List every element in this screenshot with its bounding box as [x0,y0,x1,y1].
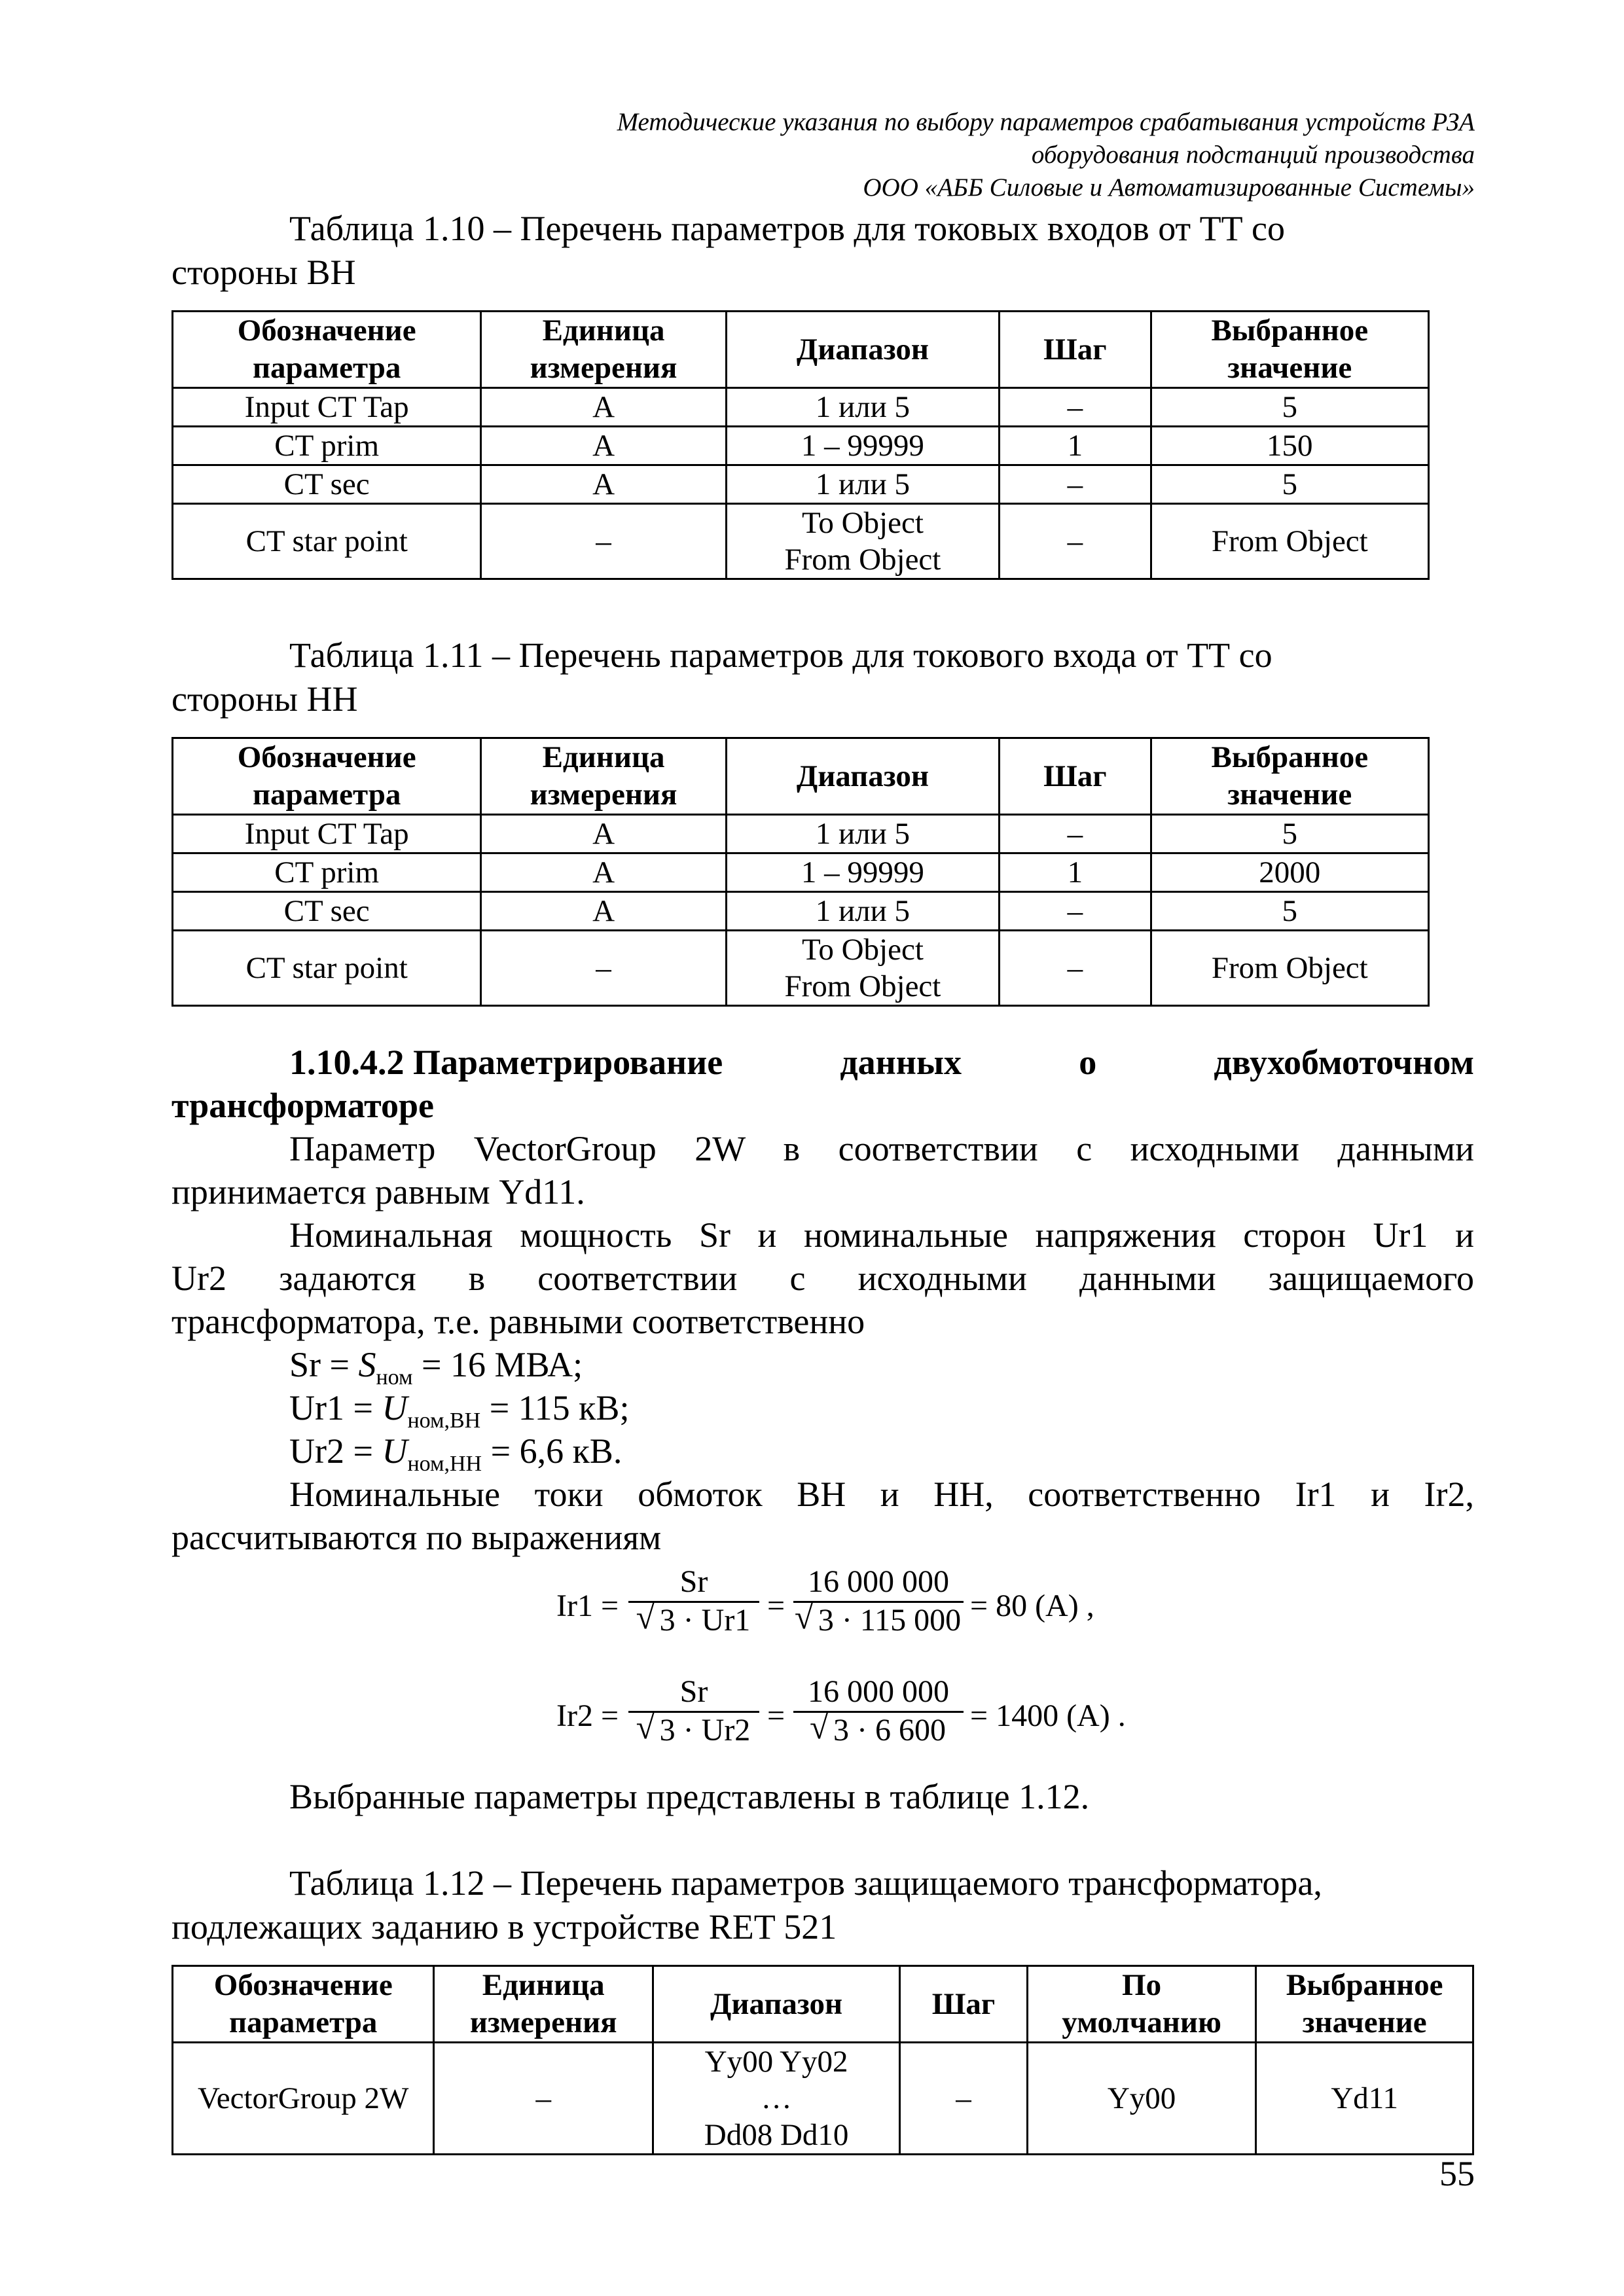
cell-step: – [1000,815,1151,853]
table-row [173,892,1429,931]
equation-ur1: $Ur1 = U_{ном,ВН} = 115$ кВ; [289,1388,630,1433]
paragraph-currents [171,1473,1474,1559]
formula-equals: = [767,1698,785,1733]
header-unit: Единица измерения [481,738,726,815]
caption-line: Таблица 1.10 – Перечень параметров для токовых входов от ТТ со [289,209,1286,248]
table-row [173,388,1429,427]
header-param: Обозначение параметра [173,1966,434,2043]
header-selected: Выбранное значение [1151,312,1428,388]
table-row [173,815,1429,853]
caption-line: подлежащих заданию в устройстве RET 521 [171,1907,837,1946]
cell-param: CT prim [173,853,481,892]
cell-step: 1 [1000,427,1151,465]
header-step: Шаг [900,1966,1028,2043]
section-heading [171,1041,1474,1127]
caption-line: Таблица 1.11 – Перечень параметров для токового входа от ТТ со [289,636,1272,675]
sqrt-icon: √ [636,1599,655,1636]
cell-range: 1 или 5 [726,388,999,427]
paragraph-line: Параметр VectorGroup 2W в соответствии с исходными данными [289,1129,1474,1168]
cell-param: CT prim [173,427,481,465]
header-line-1: Методические указания по выбору параметров срабатывания устройств РЗА [617,108,1475,136]
header-line-3: ООО «АББ Силовые и Автоматизированные Системы» [863,173,1475,202]
table-row [173,427,1429,465]
table-caption-1-12 [171,1861,1474,1949]
table-caption-1-10 [171,207,1474,295]
heading-line-2: трансформаторе [171,1086,434,1125]
cell-value: 5 [1151,892,1428,931]
cell-unit: – [434,2043,653,2155]
cell-range: 1 или 5 [726,465,999,504]
cell-value: From Object [1151,504,1428,579]
cell-value: 5 [1151,465,1428,504]
page-number: 55 [1439,2154,1475,2193]
paragraph-ratings [171,1213,1474,1343]
header-default: По умолчанию [1027,1966,1256,2043]
formula-result: = 1400 (A) . [970,1698,1126,1733]
fraction: 16 000 000 √ 3 · 6 600 [793,1676,964,1748]
table-row [173,931,1429,1006]
formula-ir1 [556,1564,1094,1651]
cell-range: 1 или 5 [726,892,999,931]
cell-unit: A [481,465,726,504]
table-1-12 [171,1965,1474,2155]
header-param: Обозначение параметра [173,738,481,815]
equation-ur2: $Ur2 = U_{ном,НН} = 6,6$ кВ. [289,1431,623,1476]
table-header-row [173,738,1429,815]
heading-word: 1.10.4.2 Параметрирование [289,1043,723,1082]
page-header [493,106,1475,204]
table-row [173,2043,1473,2155]
cell-unit: A [481,853,726,892]
cell-unit: A [481,815,726,853]
formula-equals: = [767,1588,785,1623]
header-step: Шаг [1000,312,1151,388]
cell-step: – [900,2043,1028,2155]
cell-range: To Object From Object [726,504,999,579]
cell-param: CT star point [173,504,481,579]
cell-value: 5 [1151,388,1428,427]
paragraph-line: Выбранные параметры представлены в таблице 1.12. [289,1777,1090,1816]
paragraph-line: Ur2 задаются в соответствии с исходными данными защищаемого [171,1259,1474,1298]
header-unit: Единица измерения [481,312,726,388]
cell-step: – [1000,504,1151,579]
cell-value: 150 [1151,427,1428,465]
fraction: Sr √ 3 · Ur2 [628,1676,759,1748]
cell-param: CT star point [173,931,481,1006]
table-header-row [173,1966,1473,2043]
header-selected: Выбранное значение [1256,1966,1473,2043]
cell-range: 1 – 99999 [726,427,999,465]
heading-word: данных [840,1043,962,1082]
cell-value: 2000 [1151,853,1428,892]
fraction: Sr √ 3 · Ur1 [628,1566,759,1638]
cell-step: 1 [1000,853,1151,892]
table-header-row [173,312,1429,388]
cell-unit: A [481,427,726,465]
sqrt-icon: √ [794,1599,814,1636]
cell-unit: – [481,931,726,1006]
cell-param: Input CT Tap [173,815,481,853]
cell-step: – [1000,931,1151,1006]
header-range: Диапазон [726,312,999,388]
caption-line: стороны ВН [171,253,356,292]
table-row [173,853,1429,892]
header-param: Обозначение параметра [173,312,481,388]
cell-unit: A [481,892,726,931]
table-caption-1-11 [171,634,1474,721]
cell-param: CT sec [173,465,481,504]
cell-step: – [1000,892,1151,931]
table-row [173,504,1429,579]
cell-param: VectorGroup 2W [173,2043,434,2155]
header-selected: Выбранное значение [1151,738,1428,815]
paragraph-line: Номинальная мощность Sr и номинальные напряжения сторон Ur1 и [289,1215,1474,1255]
cell-range: 1 – 99999 [726,853,999,892]
table-row [173,465,1429,504]
cell-range: 1 или 5 [726,815,999,853]
paragraph-line: трансформатора, т.е. равными соответственно [171,1302,865,1341]
header-range: Диапазон [726,738,999,815]
cell-value: 5 [1151,815,1428,853]
header-line-2: оборудования подстанций производства [1031,141,1475,169]
heading-word: о [1079,1043,1097,1082]
caption-line: стороны НН [171,679,358,719]
cell-step: – [1000,465,1151,504]
heading-word: двухобмоточном [1214,1043,1474,1082]
cell-default: Yy00 [1027,2043,1256,2155]
cell-param: CT sec [173,892,481,931]
sqrt-icon: √ [810,1709,829,1746]
sqrt-icon: √ [636,1709,655,1746]
cell-step: – [1000,388,1151,427]
header-range: Диапазон [653,1966,899,2043]
cell-unit: A [481,388,726,427]
caption-line: Таблица 1.12 – Перечень параметров защищаемого трансформатора, [289,1863,1322,1903]
formula-lhs: Ir2 = [556,1698,619,1733]
header-step: Шаг [1000,738,1151,815]
equation-sr: $Sr = S_{ном} = 16$ МВА; [289,1345,583,1390]
fraction: 16 000 000 √ 3 · 115 000 [793,1566,964,1638]
paragraph-line: рассчитываются по выражениям [171,1518,662,1557]
table-1-11 [171,737,1430,1007]
cell-value: From Object [1151,931,1428,1006]
cell-range: Yy00 Yy02 … Dd08 Dd10 [653,2043,899,2155]
paragraph-vector-group [171,1127,1474,1213]
paragraph-line: принимается равным Yd11. [171,1172,585,1211]
formula-result: = 80 (A) , [970,1588,1094,1623]
paragraph-selected [171,1775,1474,1818]
header-unit: Единица измерения [434,1966,653,2043]
cell-value: Yd11 [1256,2043,1473,2155]
cell-range: To Object From Object [726,931,999,1006]
cell-param: Input CT Tap [173,388,481,427]
paragraph-line: Номинальные токи обмоток ВН и НН, соответственно Ir1 и Ir2, [289,1475,1474,1514]
formula-ir2 [556,1674,1126,1761]
formula-lhs: Ir1 = [556,1588,619,1623]
cell-unit: – [481,504,726,579]
table-1-10 [171,310,1430,580]
